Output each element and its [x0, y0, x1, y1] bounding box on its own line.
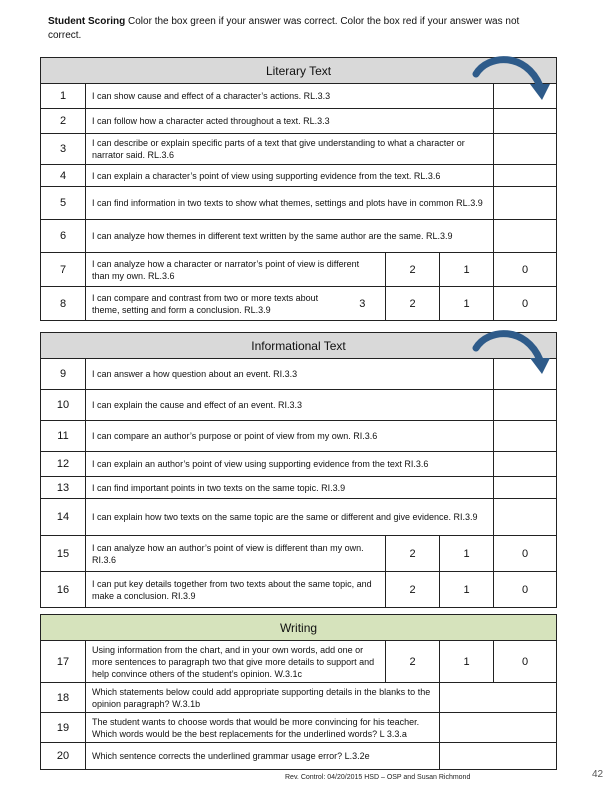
score-option[interactable]: 1 — [440, 641, 494, 683]
score-option[interactable]: 0 — [494, 287, 557, 321]
item-number: 6 — [41, 220, 86, 253]
score-box[interactable] — [494, 477, 557, 499]
item-number: 17 — [41, 641, 86, 683]
item-statement: I can compare an author’s purpose or point of view from my own. RI.3.6 — [86, 421, 494, 452]
item-number: 7 — [41, 253, 86, 287]
item-number: 15 — [41, 536, 86, 572]
score-box[interactable] — [494, 421, 557, 452]
item-number: 1 — [41, 84, 86, 109]
score-option[interactable]: 2 — [386, 572, 440, 608]
page-number: 42 — [592, 769, 604, 780]
item-statement: I can explain a character’s point of view using supporting evidence from the text. RL.3.6 — [86, 165, 494, 187]
section-title-literary: Literary Text — [41, 58, 557, 84]
item-number: 16 — [41, 572, 86, 608]
item-statement: I can explain an author’s point of view using supporting evidence from the text RI.3.6 — [86, 452, 494, 477]
item-statement: Which statements below could add appropriate supporting details in the blanks to the opinion paragraph? W.3.1b — [86, 683, 440, 713]
score-option[interactable]: 3 — [340, 287, 386, 321]
item-number: 5 — [41, 187, 86, 220]
item-number: 9 — [41, 359, 86, 390]
item-number: 8 — [41, 287, 86, 321]
instructions-label: Student Scoring — [48, 16, 126, 27]
score-option[interactable]: 0 — [494, 536, 557, 572]
item-statement: I can explain how two texts on the same topic are the same or different and give evidence. RI.3.9 — [86, 499, 494, 536]
score-option[interactable]: 1 — [440, 572, 494, 608]
section-title-informational: Informational Text — [41, 333, 557, 359]
item-statement: I can analyze how an author’s point of view is different than my own. RI.3.6 — [86, 536, 386, 572]
item-statement: I can answer a how question about an event. RI.3.3 — [86, 359, 494, 390]
writing-table — [40, 614, 557, 770]
item-statement: I can explain the cause and effect of an event. RI.3.3 — [86, 390, 494, 421]
score-option[interactable]: 2 — [386, 641, 440, 683]
item-statement: I can analyze how a character or narrator’s point of view is different than my own. RL.3.6 — [86, 253, 386, 287]
score-box[interactable] — [494, 187, 557, 220]
curved-arrow-icon — [470, 50, 554, 102]
score-box[interactable] — [494, 134, 557, 165]
item-number: 4 — [41, 165, 86, 187]
item-number: 2 — [41, 109, 86, 134]
item-statement: The student wants to choose words that would be more convincing for his teacher. Which words would be the best replacements for the underlined words? L 3.3.a — [86, 713, 440, 743]
item-statement: I can find information in two texts to show what themes, settings and plots have in common RL.3.9 — [86, 187, 494, 220]
item-number: 12 — [41, 452, 86, 477]
item-number: 11 — [41, 421, 86, 452]
item-number: 19 — [41, 713, 86, 743]
score-box[interactable] — [440, 743, 557, 770]
score-option[interactable]: 0 — [494, 641, 557, 683]
item-number: 14 — [41, 499, 86, 536]
score-option[interactable]: 1 — [440, 287, 494, 321]
score-option[interactable]: 2 — [386, 287, 440, 321]
score-option[interactable]: 1 — [440, 253, 494, 287]
item-statement: I can show cause and effect of a character’s actions. RL.3.3 — [86, 84, 494, 109]
score-option[interactable]: 0 — [494, 253, 557, 287]
item-number: 3 — [41, 134, 86, 165]
score-box[interactable] — [440, 683, 557, 713]
item-statement: Which sentence corrects the underlined grammar usage error? L.3.2e — [86, 743, 440, 770]
revision-footer: Rev. Control: 04/20/2015 HSD – OSP and Susan Richmond — [285, 774, 471, 781]
item-statement: I can compare and contrast from two or more texts about theme, setting and form a conclusion. RL.3.9 — [86, 287, 340, 321]
score-option[interactable]: 2 — [386, 253, 440, 287]
score-box[interactable] — [440, 713, 557, 743]
instructions-text: Color the box green if your answer was correct. Color the box red if your answer was not correct. — [48, 16, 520, 41]
item-statement: I can find important points in two texts on the same topic. RI.3.9 — [86, 477, 494, 499]
score-box[interactable] — [494, 220, 557, 253]
score-option[interactable]: 1 — [440, 536, 494, 572]
score-option[interactable]: 0 — [494, 572, 557, 608]
score-box[interactable] — [494, 109, 557, 134]
item-number: 10 — [41, 390, 86, 421]
score-box[interactable] — [494, 499, 557, 536]
item-statement: I can put key details together from two texts about the same topic, and make a conclusion. RI.3.9 — [86, 572, 386, 608]
section-title-writing: Writing — [41, 615, 557, 641]
score-box[interactable] — [494, 452, 557, 477]
item-number: 20 — [41, 743, 86, 770]
item-statement: I can describe or explain specific parts of a text that give understanding to what a character or narrator said. RL.3.6 — [86, 134, 494, 165]
score-option[interactable]: 2 — [386, 536, 440, 572]
item-statement: Using information from the chart, and in your own words, add one or more sentences to paragraph two that give more details to support and help convince others of the student’s opinion. W.3.1c — [86, 641, 386, 683]
item-number: 18 — [41, 683, 86, 713]
instructions — [48, 15, 553, 43]
curved-arrow-icon — [470, 324, 554, 376]
score-box[interactable] — [494, 390, 557, 421]
item-statement: I can analyze how themes in different text written by the same author are the same. RL.3.9 — [86, 220, 494, 253]
score-box[interactable] — [494, 165, 557, 187]
item-number: 13 — [41, 477, 86, 499]
item-statement: I can follow how a character acted throughout a text. RL.3.3 — [86, 109, 494, 134]
